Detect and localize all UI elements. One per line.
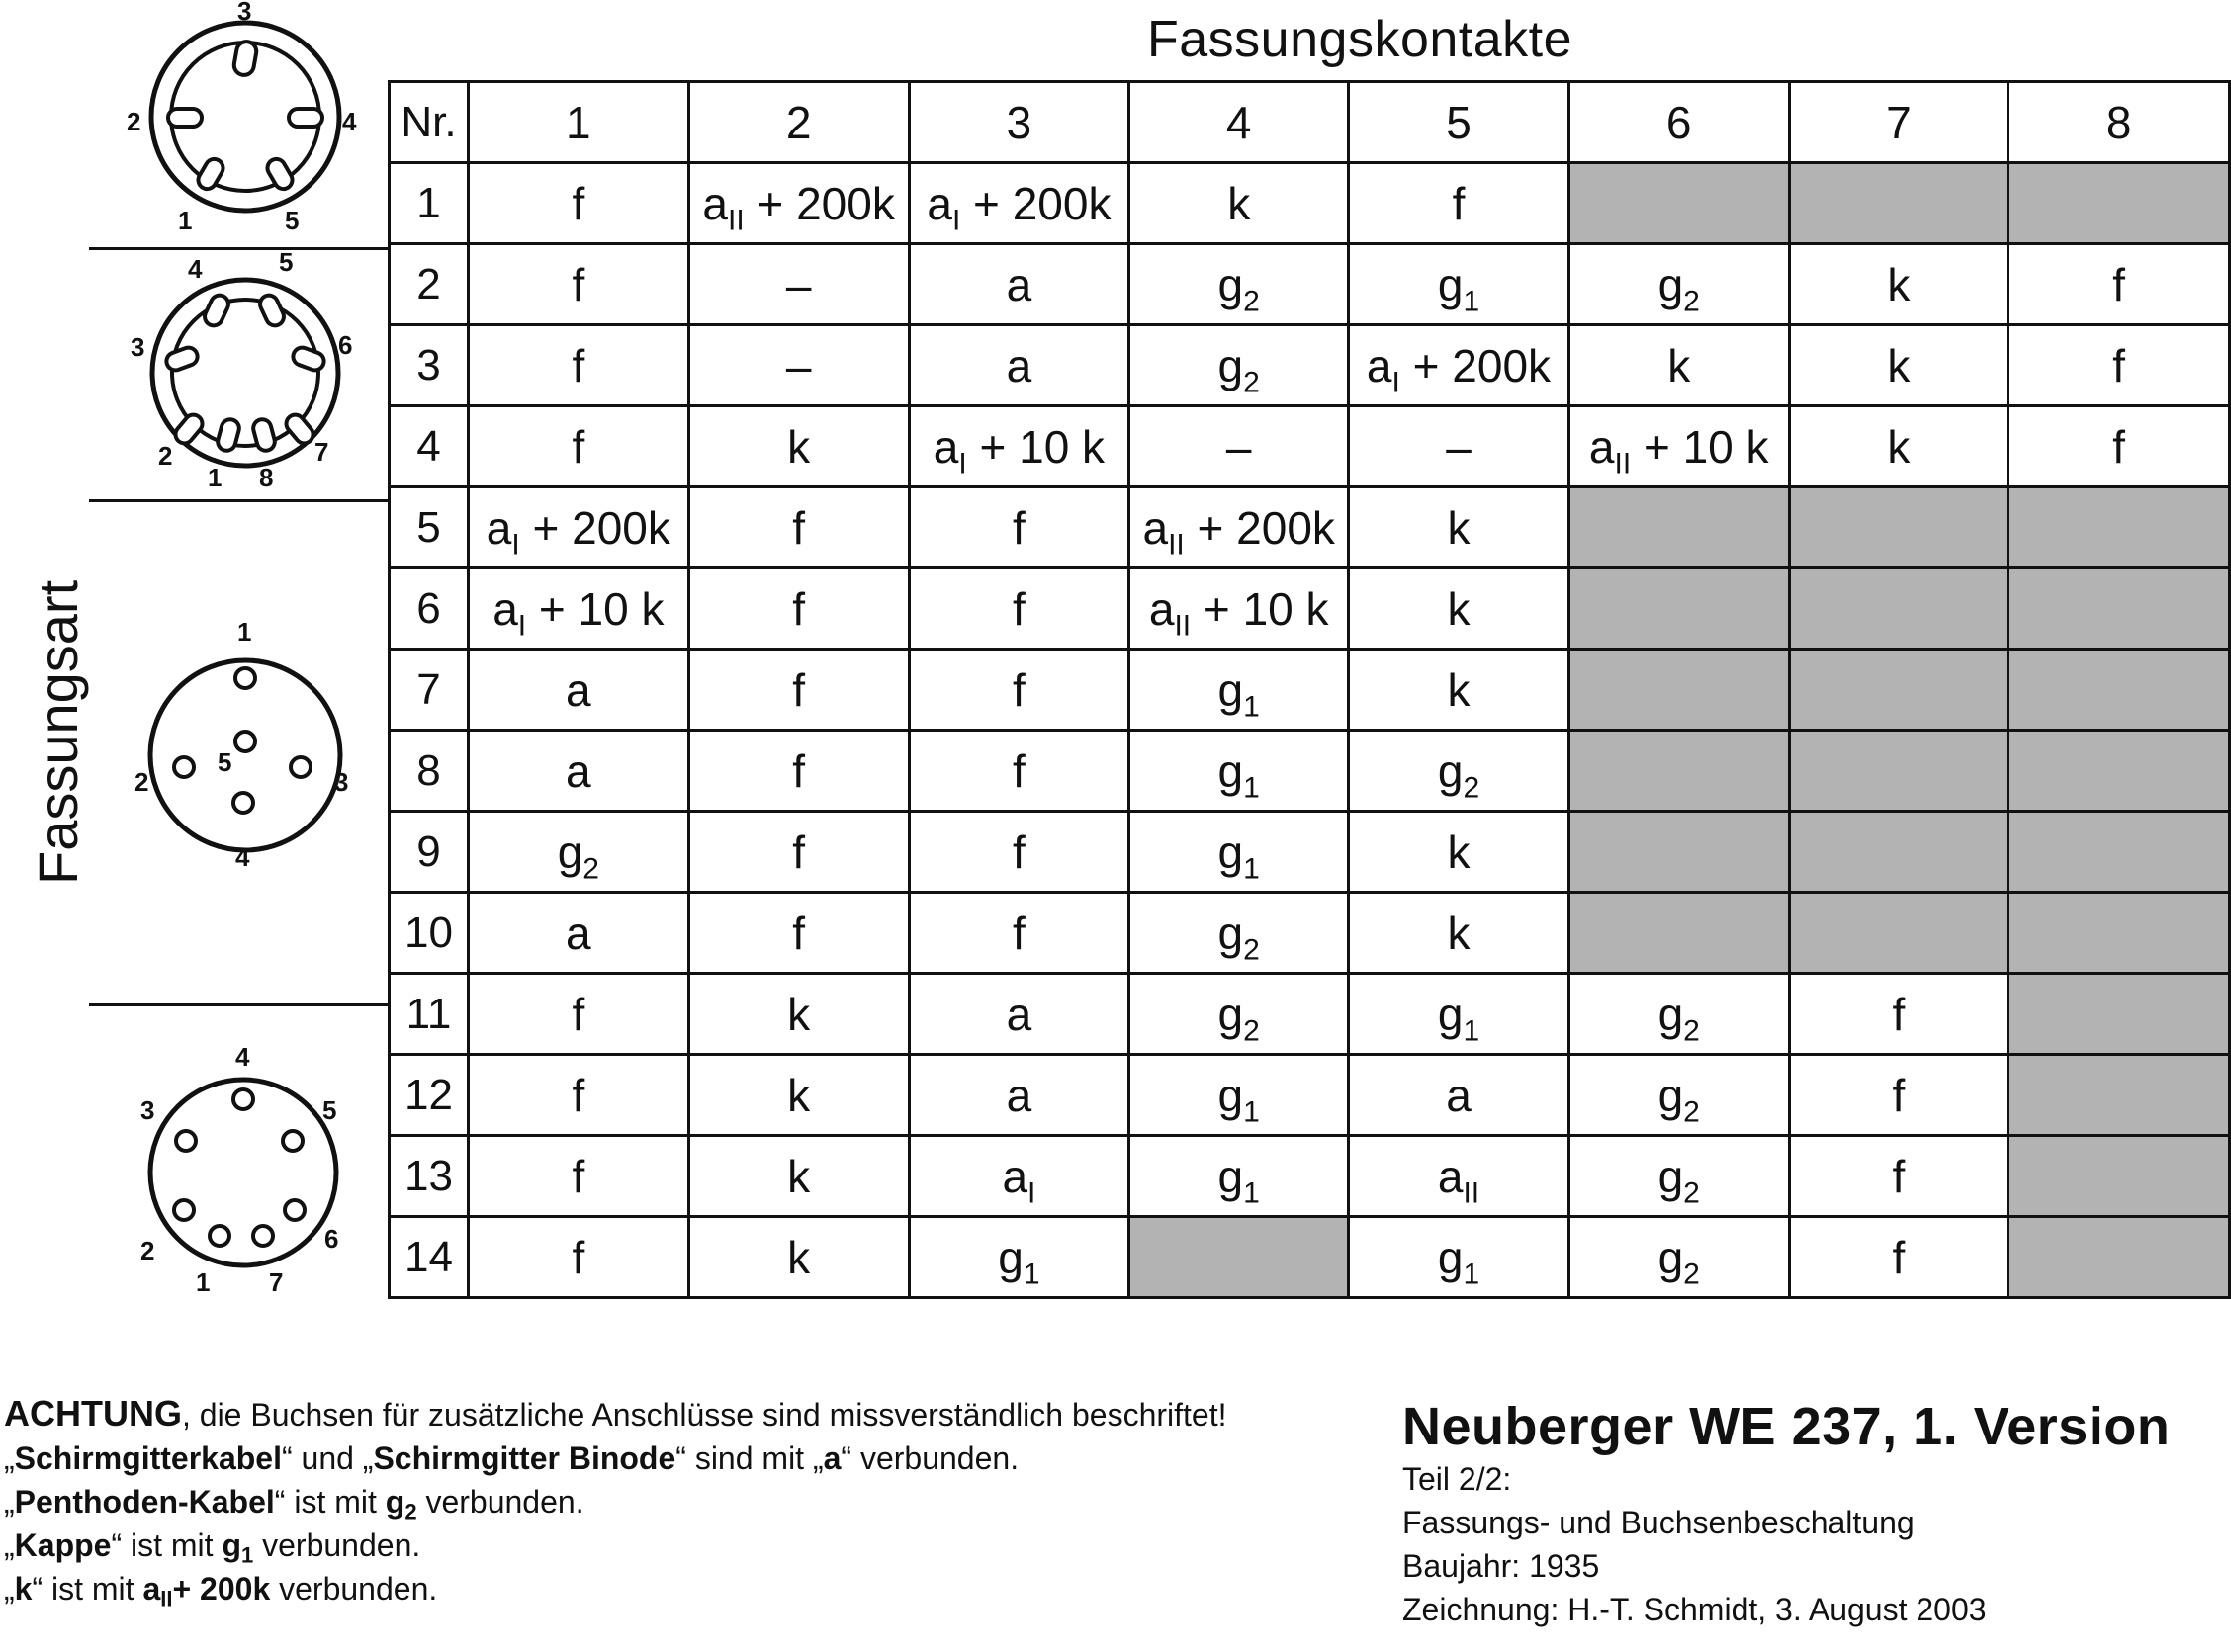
year-label: Baujahr: 1935 [1402, 1548, 1600, 1584]
pin-label: 6 [324, 1224, 339, 1254]
pin-label: 5 [279, 249, 294, 277]
unused-contact-cell [2008, 731, 2230, 812]
contact-cell: $g_1$ [1129, 1136, 1349, 1217]
table-row [390, 974, 2230, 1055]
contact-cell: k [1789, 325, 2008, 406]
row-number: 2 [390, 244, 469, 325]
row-number: 6 [390, 568, 469, 650]
contact-cell: $a_I + 10$ k [468, 568, 688, 650]
contact-cell: f [468, 244, 688, 325]
row-number: 12 [390, 1055, 469, 1136]
title-block [1402, 1396, 2170, 1631]
table-row [390, 812, 2230, 893]
table-row [390, 1136, 2230, 1217]
unused-contact-cell [1789, 650, 2008, 731]
contact-cell: f [2008, 244, 2230, 325]
contact-cell: $g_1$ [1129, 650, 1349, 731]
pin-label: 4 [188, 254, 203, 284]
pin-label: 4 [342, 107, 357, 136]
note-line: „k“ ist mit $a_{II}+ 200k$ verbunden. [4, 1571, 438, 1611]
contact-cell: f [909, 487, 1129, 568]
contact-cell: f [468, 325, 688, 406]
contact-cell: $a_{II} + 10$ k [1568, 406, 1789, 487]
contact-cell: f [1349, 163, 1569, 244]
pin-label: 2 [158, 441, 173, 471]
contact-cell: $g_1$ [1349, 974, 1569, 1055]
unused-contact-cell [1568, 568, 1789, 650]
pin-label: 6 [338, 330, 353, 360]
row-number: 10 [390, 893, 469, 974]
column-header-contact: 4 [1129, 82, 1349, 163]
unused-contact-cell [2008, 487, 2230, 568]
warning-notes [4, 1392, 1226, 1610]
contact-cell: $g_1$ [909, 1217, 1129, 1298]
contact-cell: f [468, 1217, 688, 1298]
contact-cell: f [468, 406, 688, 487]
warning-line [4, 1392, 1226, 1436]
table-row [390, 487, 2230, 568]
contact-cell: a [909, 974, 1129, 1055]
contact-cell: $a_I + 200k$ [468, 487, 688, 568]
contact-cell: $g_2$ [1568, 1217, 1789, 1298]
unused-contact-cell [1789, 893, 2008, 974]
group-separator [89, 499, 388, 502]
unused-contact-cell [1789, 487, 2008, 568]
contact-cell: k [688, 974, 909, 1055]
contact-cell: f [688, 568, 909, 650]
table-row [390, 568, 2230, 650]
contact-cell: $g_1$ [1129, 812, 1349, 893]
row-number: 11 [390, 974, 469, 1055]
table-row [390, 406, 2230, 487]
contact-cell: f [688, 893, 909, 974]
pin-label: 8 [259, 463, 274, 492]
contact-cell: $g_2$ [1129, 325, 1349, 406]
warning-word: ACHTUNG [4, 1393, 182, 1434]
row-number: 8 [390, 731, 469, 812]
row-number: 9 [390, 812, 469, 893]
contact-cell: $g_2$ [1129, 974, 1349, 1055]
table-row [390, 1055, 2230, 1136]
row-number: 7 [390, 650, 469, 731]
contact-cell: f [468, 1136, 688, 1217]
socket-diagram-8pin [129, 249, 376, 496]
column-header-contact: 8 [2008, 82, 2230, 163]
contact-cell: k [1349, 568, 1569, 650]
contact-cell: $a_I + 200k$ [909, 163, 1129, 244]
pin-label: 5 [322, 1095, 337, 1125]
contact-cell: k [1349, 487, 1569, 568]
contact-cell: f [2008, 325, 2230, 406]
column-header-contact: 2 [688, 82, 909, 163]
row-number: 1 [390, 163, 469, 244]
contact-cell: – [1349, 406, 1569, 487]
unused-contact-cell [2008, 163, 2230, 244]
socket-diagram-5hole [129, 613, 366, 880]
contact-cell: f [909, 893, 1129, 974]
contact-cell: k [1568, 325, 1789, 406]
header-row [390, 82, 2230, 163]
contact-cell: $g_2$ [468, 812, 688, 893]
contact-cell: – [688, 325, 909, 406]
contact-cell: k [1789, 406, 2008, 487]
row-number: 4 [390, 406, 469, 487]
contacts-heading: Fassungskontakte [1147, 11, 1573, 68]
contact-cell: $g_2$ [1568, 1136, 1789, 1217]
pin-label: 3 [140, 1095, 155, 1125]
contact-cell: k [1129, 163, 1349, 244]
contact-cell: – [1129, 406, 1349, 487]
contact-cell: a [909, 244, 1129, 325]
contact-cell: $g_1$ [1129, 731, 1349, 812]
unused-contact-cell [1568, 812, 1789, 893]
contact-cell: $g_2$ [1129, 244, 1349, 325]
unused-contact-cell [2008, 812, 2230, 893]
contact-cell: $a_{II}$ [1349, 1136, 1569, 1217]
unused-contact-cell [1568, 487, 1789, 568]
row-number: 5 [390, 487, 469, 568]
contact-cell: k [688, 406, 909, 487]
contact-cell: f [688, 487, 909, 568]
contact-cell: $a_I + 200k$ [1349, 325, 1569, 406]
pin-label: 7 [314, 437, 329, 467]
column-header-contact: 5 [1349, 82, 1569, 163]
pin-label: 4 [235, 1048, 250, 1072]
unused-contact-cell [1568, 163, 1789, 244]
contact-cell: k [1349, 893, 1569, 974]
row-number: 3 [390, 325, 469, 406]
contact-cell: f [1789, 974, 2008, 1055]
contact-cell: k [1789, 244, 2008, 325]
document-title: Neuberger WE 237, 1. Version [1402, 1397, 2171, 1456]
socket-diagram-7hole [129, 1048, 366, 1295]
contact-cell: f [909, 650, 1129, 731]
contact-cell: a [468, 731, 688, 812]
pin-label: 1 [237, 617, 252, 647]
contact-cell: k [688, 1055, 909, 1136]
contact-cell: $a_{II} + 200k$ [1129, 487, 1349, 568]
contact-cell: a [468, 893, 688, 974]
note-line: „Schirmgitterkabel“ und „Schirmgitter Binode“ sind mit „a“ verbunden. [4, 1440, 1020, 1476]
contact-cell: $a_{II} + 10$ k [1129, 568, 1349, 650]
socket-wiring-table [388, 80, 2231, 1299]
unused-contact-cell [1568, 893, 1789, 974]
unused-contact-cell [2008, 1136, 2230, 1217]
table-row [390, 893, 2230, 974]
pin-label: 1 [196, 1267, 211, 1295]
unused-contact-cell [1568, 650, 1789, 731]
column-header-contact: 7 [1789, 82, 2008, 163]
contact-cell: f [909, 568, 1129, 650]
pin-label: 1 [208, 463, 223, 492]
part-label: Teil 2/2: [1402, 1461, 1512, 1497]
pin-label: 7 [269, 1267, 284, 1295]
warning-text: , die Buchsen für zusätzliche Anschlüsse sind missverständlich beschriftet! [181, 1397, 1227, 1433]
unused-contact-cell [1789, 568, 2008, 650]
unused-contact-cell [1789, 812, 2008, 893]
table-row [390, 650, 2230, 731]
contact-cell: f [909, 812, 1129, 893]
contact-cell: f [688, 650, 909, 731]
column-header-contact: 6 [1568, 82, 1789, 163]
note-line: „Kappe“ ist mit $g_1$ verbunden. [4, 1527, 421, 1568]
contact-cell: k [1349, 650, 1569, 731]
contact-cell: a [1349, 1055, 1569, 1136]
contact-cell: $g_2$ [1568, 244, 1789, 325]
pin-label: 5 [218, 747, 232, 777]
table-row [390, 1217, 2230, 1298]
contact-cell: $g_2$ [1568, 974, 1789, 1055]
socket-type-label: Fassungsart [27, 579, 89, 885]
unused-contact-cell [2008, 568, 2230, 650]
pin-label: 3 [131, 332, 145, 362]
unused-contact-cell [2008, 974, 2230, 1055]
contact-cell: $g_2$ [1129, 893, 1349, 974]
subject-label: Fassungs- und Buchsenbeschaltung [1402, 1505, 1915, 1540]
contact-cell: f [468, 1055, 688, 1136]
socket-diagram-5pin [119, 0, 366, 237]
table-row [390, 244, 2230, 325]
table-row [390, 325, 2230, 406]
contact-cell: k [688, 1217, 909, 1298]
contact-cell: $a_I$ [909, 1136, 1129, 1217]
note-line: „Penthoden-Kabel“ ist mit $g_2$ verbunden. [4, 1484, 584, 1524]
pin-label: 2 [140, 1236, 155, 1265]
contact-cell: $g_1$ [1349, 1217, 1569, 1298]
contact-cell: $a_{II} + 200k$ [688, 163, 909, 244]
unused-contact-cell [1789, 163, 2008, 244]
pin-label: 3 [237, 0, 252, 26]
column-header-contact: 1 [468, 82, 688, 163]
column-header-nr: Nr. [390, 82, 469, 163]
contact-cell: f [688, 731, 909, 812]
unused-contact-cell [2008, 1217, 2230, 1298]
group-separator [89, 1003, 388, 1006]
contact-cell: f [688, 812, 909, 893]
contact-cell: $g_1$ [1129, 1055, 1349, 1136]
pin-label: 5 [285, 206, 300, 235]
contact-cell: f [1789, 1055, 2008, 1136]
table-row [390, 731, 2230, 812]
unused-contact-cell [1789, 731, 2008, 812]
column-header-contact: 3 [909, 82, 1129, 163]
pin-label: 1 [178, 206, 193, 235]
contact-cell: – [688, 244, 909, 325]
contact-cell: $a_I + 10$ k [909, 406, 1129, 487]
pin-label: 2 [127, 107, 141, 136]
unused-contact-cell [2008, 893, 2230, 974]
contact-cell: $g_2$ [1568, 1055, 1789, 1136]
contact-cell: k [688, 1136, 909, 1217]
unused-contact-cell [2008, 1055, 2230, 1136]
contact-cell: f [468, 163, 688, 244]
contact-cell: a [909, 325, 1129, 406]
contact-cell: $g_1$ [1349, 244, 1569, 325]
contact-cell: a [909, 1055, 1129, 1136]
drawing-credit: Zeichnung: H.-T. Schmidt, 3. August 2003 [1402, 1592, 1987, 1627]
contact-cell: f [468, 974, 688, 1055]
contact-cell: a [468, 650, 688, 731]
pin-label: 2 [134, 767, 149, 797]
contact-cell: f [2008, 406, 2230, 487]
contact-cell: k [1349, 812, 1569, 893]
contact-cell: $g_2$ [1349, 731, 1569, 812]
pin-label: 3 [334, 767, 349, 797]
unused-contact-cell [1129, 1217, 1349, 1298]
pin-label: 4 [235, 842, 250, 872]
unused-contact-cell [1568, 731, 1789, 812]
contact-cell: f [909, 731, 1129, 812]
unused-contact-cell [2008, 650, 2230, 731]
table-row [390, 163, 2230, 244]
row-number: 14 [390, 1217, 469, 1298]
contact-cell: f [1789, 1136, 2008, 1217]
contact-cell: f [1789, 1217, 2008, 1298]
row-number: 13 [390, 1136, 469, 1217]
